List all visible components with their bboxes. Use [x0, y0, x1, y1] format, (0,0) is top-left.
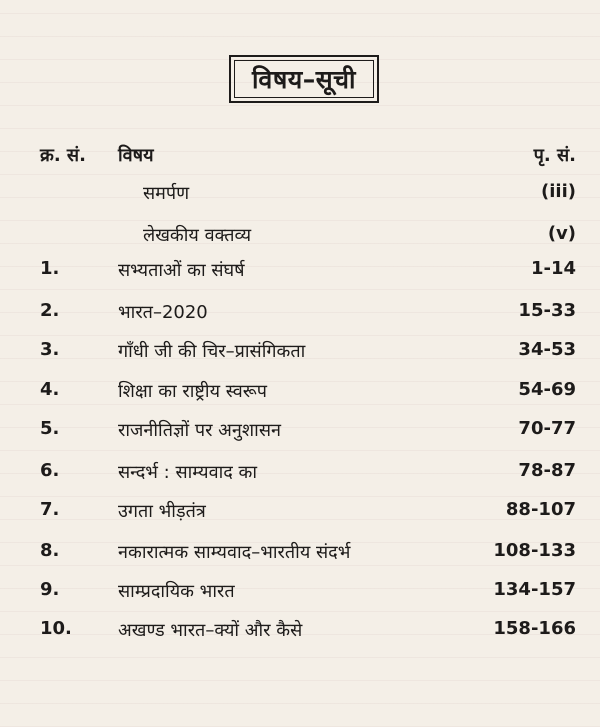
toc-number: 6. — [40, 460, 60, 481]
toc-number: 2. — [40, 300, 60, 321]
toc-page: 34-53 — [518, 339, 576, 360]
toc-page: (v) — [547, 223, 576, 244]
toc-row — [0, 258, 600, 284]
toc-label: राजनीतिज्ञों पर अनुशासन — [118, 420, 281, 441]
toc-label: भारत–2020 — [118, 302, 208, 323]
toc-row — [0, 499, 600, 525]
toc-page: 108-133 — [493, 540, 576, 561]
toc-row — [0, 460, 600, 486]
toc-row — [0, 300, 600, 326]
toc-number: 5. — [40, 418, 60, 439]
toc-row — [0, 339, 600, 365]
toc-row-dedication — [0, 181, 600, 207]
toc-label: अखण्ड भारत–क्यों और कैसे — [118, 620, 303, 641]
toc-row — [0, 379, 600, 405]
toc-page: 15-33 — [518, 300, 576, 321]
toc-number: 9. — [40, 579, 60, 600]
toc-row-author-statement — [0, 223, 600, 249]
toc-page: 88-107 — [505, 499, 576, 520]
toc-row — [0, 579, 600, 605]
toc-header — [0, 143, 600, 167]
toc-page: 54-69 — [518, 379, 576, 400]
toc-label: लेखकीय वक्तव्य — [143, 225, 252, 246]
toc-label: सन्दर्भ : साम्यवाद का — [118, 462, 258, 483]
toc-page: (iii) — [541, 181, 576, 202]
toc-number: 4. — [40, 379, 60, 400]
toc-row — [0, 618, 600, 644]
toc-label: शिक्षा का राष्ट्रीय स्वरूप — [118, 381, 267, 402]
toc-label: उगता भीड़तंत्र — [118, 501, 206, 522]
toc-label: समर्पण — [143, 183, 190, 204]
toc-page: 70-77 — [518, 418, 576, 439]
toc-number: 1. — [40, 258, 60, 279]
toc-page: 158-166 — [493, 618, 576, 639]
toc-number: 8. — [40, 540, 60, 561]
header-subject: विषय — [118, 145, 154, 166]
page-title: विषय–सूची — [234, 60, 374, 98]
toc-number: 3. — [40, 339, 60, 360]
toc-row — [0, 418, 600, 444]
header-page-number: पृ. सं. — [533, 145, 576, 166]
toc-page: 1-14 — [530, 258, 576, 279]
toc-number: 10. — [40, 618, 72, 639]
title-frame — [229, 55, 379, 103]
toc-label: नकारात्मक साम्यवाद–भारतीय संदर्भ — [118, 542, 351, 563]
toc-row — [0, 540, 600, 566]
toc-label: साम्प्रदायिक भारत — [118, 581, 235, 602]
toc-page: 78-87 — [518, 460, 576, 481]
toc-number: 7. — [40, 499, 60, 520]
toc-label: गाँधी जी की चिर–प्रासंगिकता — [118, 341, 306, 362]
header-serial-number: क्र. सं. — [40, 145, 86, 166]
toc-label: सभ्यताओं का संघर्ष — [118, 260, 245, 281]
toc-page: 134-157 — [493, 579, 576, 600]
